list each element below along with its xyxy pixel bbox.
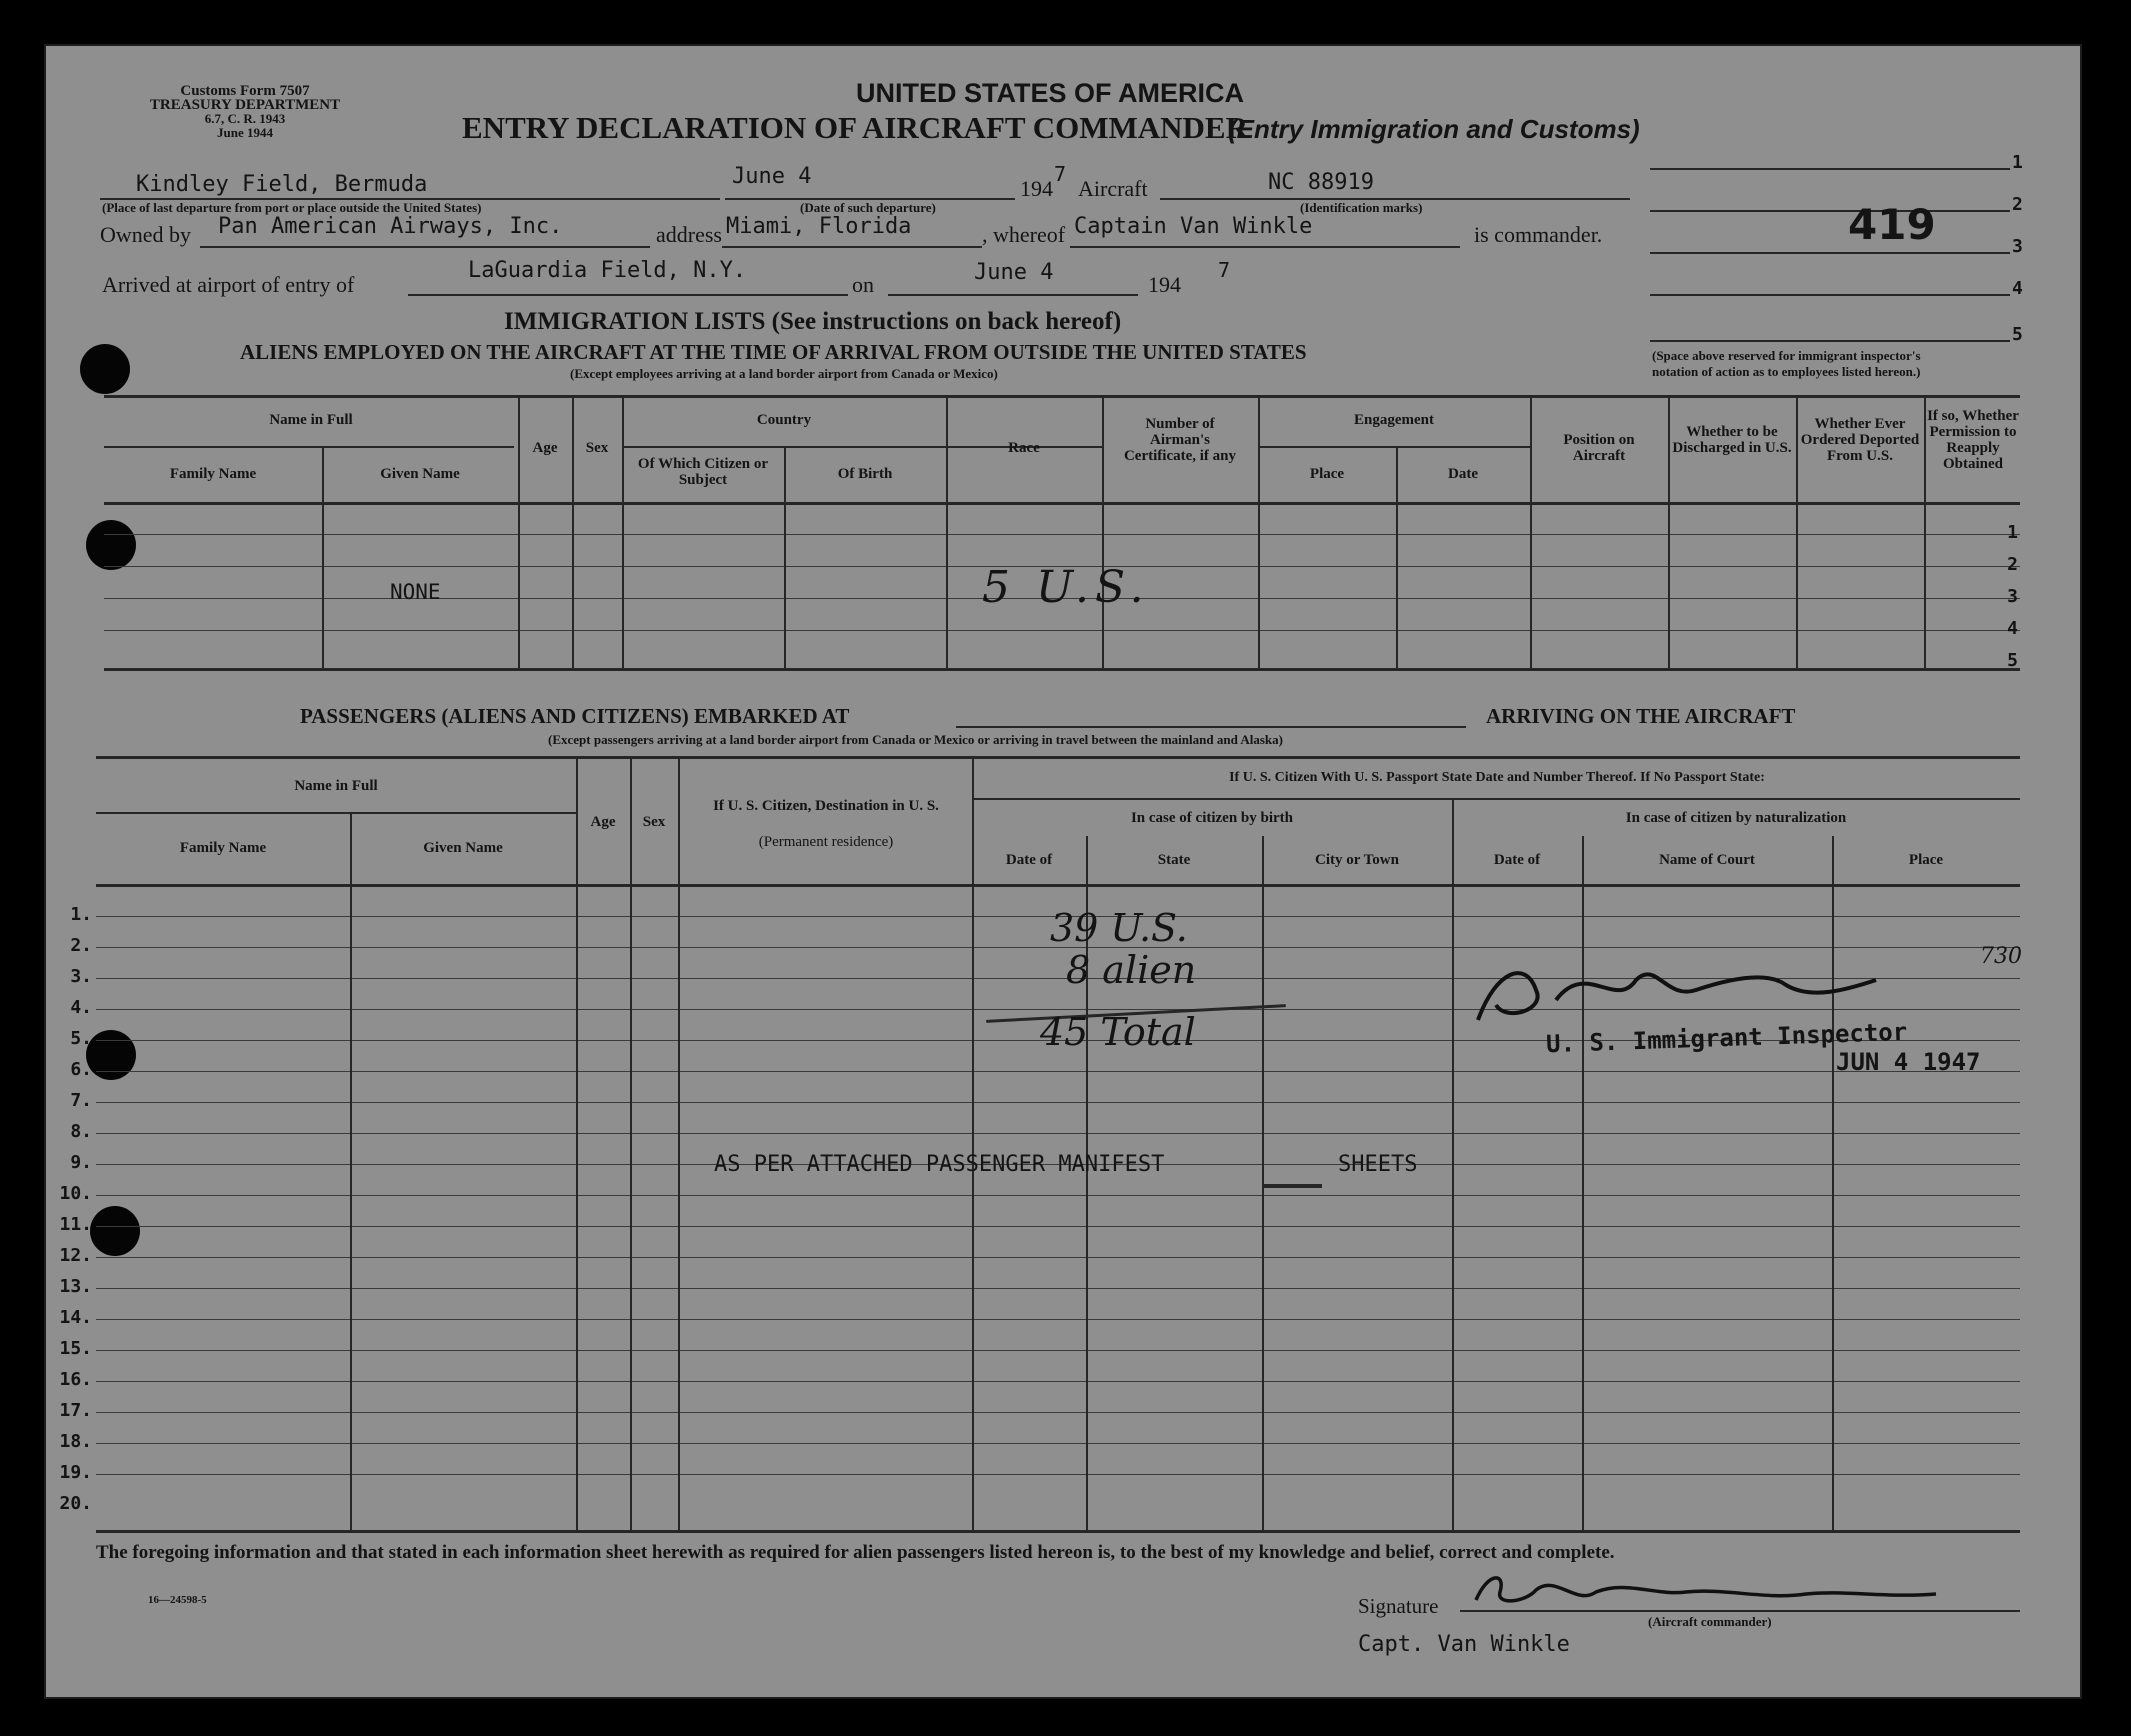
passenger-row-number: 14. <box>59 1307 92 1328</box>
passenger-row-number: 12. <box>59 1245 92 1266</box>
owner: Pan American Airways, Inc. <box>218 214 563 239</box>
passenger-row-number: 17. <box>59 1400 92 1421</box>
regulation: 6.7, C. R. 1943 <box>204 111 286 126</box>
col-discharged: Whether to be Discharged in U.S. <box>1672 424 1792 456</box>
reserved-note: (Space above reserved for immigrant inspector's <box>1652 348 1921 363</box>
passenger-row-number: 5. <box>70 1028 92 1049</box>
col-name-in-full: Name in Full <box>269 412 353 428</box>
col-date: Date <box>1448 466 1478 482</box>
inspector-time: 730 <box>1980 944 2022 969</box>
entry-none: NONE <box>390 580 441 604</box>
departure-date: June 4 <box>732 164 812 189</box>
title-country: UNITED STATES OF AMERICA <box>856 78 1244 108</box>
col-race: Race <box>1008 440 1040 456</box>
passenger-row-number: 10. <box>59 1183 92 1204</box>
immigration-row-number: 2 <box>2007 554 2018 575</box>
whereof-label: , whereof <box>982 222 1066 247</box>
col-family-name: Family Name <box>169 466 257 482</box>
stamp-number: 419 <box>1848 200 1936 249</box>
p-col-place: Place <box>1908 852 1944 868</box>
passenger-row-number: 1. <box>70 904 92 925</box>
p-col-date-of: Date of <box>1005 852 1053 868</box>
immigration-row-number: 5 <box>2007 650 2018 671</box>
print-code: 16—24598-5 <box>148 1594 207 1606</box>
col-citizen-of: Of Which Citizen or Subject <box>637 456 769 488</box>
passenger-row-number: 4. <box>70 997 92 1018</box>
passenger-row-number: 7. <box>70 1090 92 1111</box>
title-sub: (Entry Immigration and Customs) <box>1228 114 1640 144</box>
p-col-passport: If U. S. Citizen With U. S. Passport State Date and Number Thereof. If No Passport State: <box>1229 770 1765 785</box>
reserved-line-number: 5 <box>2012 324 2023 345</box>
reserved-note: notation of action as to employees listed hereon.) <box>1652 364 1921 379</box>
year-prefix: 194 <box>1020 176 1053 201</box>
passenger-row-number: 11. <box>59 1214 92 1235</box>
passenger-row-number: 16. <box>59 1369 92 1390</box>
p-col-court: Name of Court <box>1659 852 1755 868</box>
p-col-by-naturalization: In case of citizen by naturalization <box>1625 810 1847 826</box>
reserved-line-number: 1 <box>2012 152 2023 173</box>
col-permission: If so, Whether Permission to Reapply Obtained <box>1927 408 2019 472</box>
handwritten-crew-count: 5 U.S. <box>982 562 1150 613</box>
passenger-row-number: 20. <box>59 1493 92 1514</box>
aircraft-label: Aircraft <box>1078 176 1148 201</box>
reserved-line-number: 3 <box>2012 236 2023 257</box>
passenger-row-number: 6. <box>70 1059 92 1080</box>
is-commander-label: is commander. <box>1474 222 1603 247</box>
p-col-city: City or Town <box>1315 852 1399 868</box>
reserved-line-number: 2 <box>2012 194 2023 215</box>
departure-place: Kindley Field, Bermuda <box>136 172 428 197</box>
p-col-sex: Sex <box>642 814 666 830</box>
inspector-stamp: U. S. Immigrant Inspector <box>1545 1017 1908 1059</box>
departure-caption: (Place of last departure from port or place outside the United States) <box>102 200 482 215</box>
col-deported: Whether Ever Ordered Deported From U.S. <box>1800 416 1920 464</box>
departure-date-caption: (Date of such departure) <box>800 200 936 215</box>
col-given-name: Given Name <box>380 466 460 482</box>
col-age: Age <box>532 440 558 456</box>
address-label: address <box>656 222 722 247</box>
col-engagement: Engagement <box>1354 412 1434 428</box>
address: Miami, Florida <box>726 214 912 239</box>
manifest-text: AS PER ATTACHED PASSENGER MANIFEST <box>714 1152 1165 1177</box>
immigration-note: (Except employees arriving at a land border airport from Canada or Mexico) <box>570 366 998 381</box>
punch-hole <box>80 344 130 394</box>
on-label: on <box>852 272 874 297</box>
owned-by-label: Owned by <box>100 222 192 247</box>
hand-count-total: 45 Total <box>1040 1010 1196 1054</box>
passenger-row-number: 18. <box>59 1431 92 1452</box>
arrived-label: Arrived at airport of entry of <box>102 272 355 297</box>
title-main: ENTRY DECLARATION OF AIRCRAFT COMMANDER <box>462 110 1248 145</box>
signature-label: Signature <box>1358 1594 1439 1618</box>
form-number: Customs Form 7507 <box>180 83 310 99</box>
passenger-row-number: 9. <box>70 1152 92 1173</box>
punch-hole <box>86 520 136 570</box>
col-airman-cert: Number of Airman's Certificate, if any <box>1123 416 1237 464</box>
p-col-by-birth: In case of citizen by birth <box>1130 810 1294 826</box>
passenger-row-number: 8. <box>70 1121 92 1142</box>
p-col-date-of-nat: Date of <box>1493 852 1541 868</box>
p-col-age: Age <box>590 814 616 830</box>
hand-count-alien: 8 alien <box>1066 948 1197 992</box>
col-place: Place <box>1309 466 1345 482</box>
hand-count-us: 39 U.S. <box>1050 906 1188 950</box>
declaration-text: The foregoing information and that stated in each information sheet herewith as required for alien passengers listed hereon is, to the best of my knowledge and belief, correct and complete. <box>96 1542 1615 1563</box>
aircraft-caption: (Identification marks) <box>1300 200 1423 215</box>
col-of-birth: Of Birth <box>837 466 893 482</box>
passengers-title-left: PASSENGERS (ALIENS AND CITIZENS) EMBARKED AT <box>300 704 850 728</box>
commander: Captain Van Winkle <box>1074 214 1313 239</box>
punch-hole <box>90 1206 140 1256</box>
immigration-subtitle: ALIENS EMPLOYED ON THE AIRCRAFT AT THE TIME OF ARRIVAL FROM OUTSIDE THE UNITED STATES <box>240 340 1307 364</box>
reserved-line-number: 4 <box>2012 278 2023 299</box>
department: TREASURY DEPARTMENT <box>149 97 341 113</box>
arrival-year-suffix: 7 <box>1218 258 1231 282</box>
inspector-date: JUN 4 1947 <box>1836 1048 1981 1076</box>
signature-caption: (Aircraft commander) <box>1648 1614 1772 1629</box>
p-col-name-in-full: Name in Full <box>294 778 378 794</box>
p-col-family-name: Family Name <box>179 840 267 856</box>
passenger-row-number: 15. <box>59 1338 92 1359</box>
immigration-row-number: 3 <box>2007 586 2018 607</box>
passengers-note: (Except passengers arriving at a land border airport from Canada or Mexico or arriving in travel between the mainland and Alaska) <box>548 732 1283 747</box>
aircraft-marks: NC 88919 <box>1268 170 1374 195</box>
p-col-state: State <box>1157 852 1191 868</box>
form-date: June 1944 <box>217 125 273 140</box>
passenger-row-number: 19. <box>59 1462 92 1483</box>
p-col-destination-sub: (Permanent residence) <box>758 834 894 850</box>
p-col-destination: If U. S. Citizen, Destination in U. S. <box>713 798 939 814</box>
punch-hole <box>86 1030 136 1080</box>
passengers-title-right: ARRIVING ON THE AIRCRAFT <box>1486 704 1796 728</box>
passenger-row-number: 13. <box>59 1276 92 1297</box>
p-col-given-name: Given Name <box>423 840 503 856</box>
immigration-row-number: 4 <box>2007 618 2018 639</box>
immigration-title: IMMIGRATION LISTS (See instructions on back hereof) <box>504 308 1122 335</box>
immigration-row-number: 1 <box>2007 522 2018 543</box>
manifest-sheets: SHEETS <box>1338 1152 1418 1177</box>
arrival-airport: LaGuardia Field, N.Y. <box>468 258 747 283</box>
commander-signature <box>1466 1566 1986 1616</box>
year-suffix: 7 <box>1054 162 1067 186</box>
arrival-date: June 4 <box>974 260 1054 285</box>
col-country: Country <box>756 412 812 428</box>
signer-name: Capt. Van Winkle <box>1358 1632 1570 1657</box>
form-id-block <box>120 84 370 140</box>
col-position: Position on Aircraft <box>1563 432 1635 464</box>
col-sex: Sex <box>585 440 609 456</box>
arrival-year-prefix: 194 <box>1148 272 1181 297</box>
passenger-row-number: 2. <box>70 935 92 956</box>
passenger-row-number: 3. <box>70 966 92 987</box>
